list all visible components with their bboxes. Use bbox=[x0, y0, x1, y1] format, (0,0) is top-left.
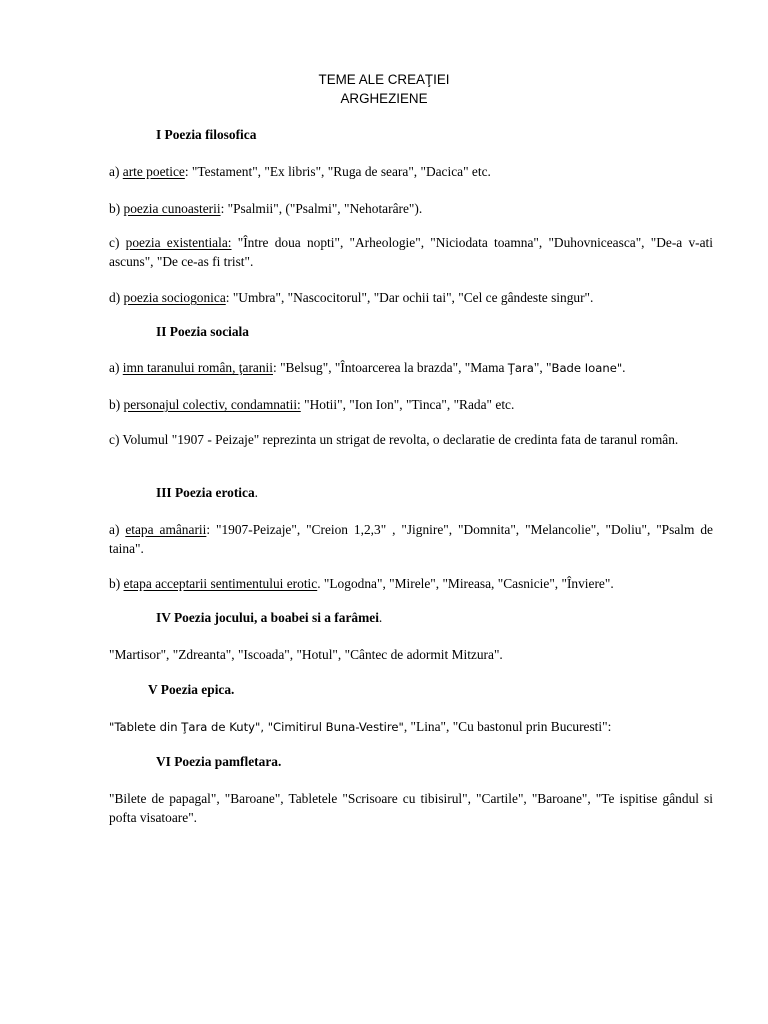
item-1b-term: poezia cunoasterii bbox=[123, 201, 221, 216]
item-2a-mid: ", " bbox=[533, 360, 552, 375]
section-heading-3 bbox=[156, 485, 258, 501]
item-2a-end: . bbox=[622, 360, 626, 375]
item-1a-prefix: a) bbox=[109, 164, 123, 179]
section-heading-4-text: IV Poezia jocului, a boabei si a farâmei bbox=[156, 610, 379, 625]
item-5-special: "Tablete din Ţara de Kuty", "Cimitirul Buna-Vestire" bbox=[109, 720, 404, 734]
item-1c-term: poezia existentiala: bbox=[125, 235, 232, 250]
item-5-text: , "Lina", "Cu bastonul prin Bucuresti": bbox=[403, 719, 612, 734]
item-3a bbox=[109, 520, 713, 558]
section-heading-3-dot: . bbox=[254, 485, 259, 500]
item-2a-term: imn taranului român, ţaranii bbox=[122, 360, 273, 375]
section-heading-5: V Poezia epica. bbox=[148, 682, 235, 697]
section-heading-3-text: III Poezia erotica bbox=[156, 485, 255, 500]
item-3a-prefix: a) bbox=[109, 522, 126, 537]
item-3a-term: etapa amânarii bbox=[125, 522, 207, 537]
item-4: "Martisor", "Zdreanta", "Iscoada", "Hotul", "Cântec de adormit Mitzura". bbox=[109, 647, 503, 662]
item-1b-text: : "Psalmii", ("Psalmi", "Nehotarâre"). bbox=[220, 201, 423, 216]
item-2b-prefix: b) bbox=[109, 397, 124, 412]
item-1c-text: "Între doua nopti", "Arheologie", "Niciodata toamna", "Duhovniceasca", "De-a v-ati ascuns", "De ce-as fi trist". bbox=[109, 235, 713, 269]
item-1a-term: arte poetice bbox=[122, 164, 185, 179]
section-heading-4-dot: . bbox=[378, 610, 383, 625]
item-3a-text: : "1907-Peizaje", "Creion 1,2,3" , "Jignire", "Domnita", "Melancolie", "Doliu", "Psalm de taina". bbox=[109, 522, 713, 556]
item-1d-term: poezia sociogonica bbox=[123, 290, 226, 305]
item-1d-prefix: d) bbox=[109, 290, 124, 305]
item-2a-special-2: Bade Ioane" bbox=[551, 361, 623, 375]
section-heading-2: II Poezia sociala bbox=[156, 324, 249, 339]
item-2a-special-1: Ţara bbox=[507, 361, 534, 375]
document-title-line1: TEME ALE CREAŢIEI bbox=[318, 72, 450, 87]
item-1c bbox=[109, 233, 713, 271]
item-2b-term: personajul colectiv, condamnatii: bbox=[123, 397, 301, 412]
item-3b-term: etapa acceptarii sentimentului erotic bbox=[123, 576, 318, 591]
item-1c-prefix: c) bbox=[109, 235, 126, 250]
item-2c: c) Volumul "1907 - Peizaje" reprezinta un strigat de revolta, o declaratie de credinta fata de taranul român. bbox=[109, 432, 679, 447]
item-3b bbox=[109, 574, 713, 593]
section-heading-1: I Poezia filosofica bbox=[156, 127, 257, 142]
section-heading-6: VI Poezia pamfletara. bbox=[156, 754, 282, 769]
item-2a bbox=[109, 358, 713, 378]
item-2b-text: "Hotii", "Ion Ion", "Tinca", "Rada" etc. bbox=[300, 397, 515, 412]
item-5 bbox=[109, 717, 713, 737]
item-2a-prefix: a) bbox=[109, 360, 123, 375]
section-heading-4 bbox=[156, 610, 382, 626]
item-1d bbox=[109, 288, 713, 307]
item-1b bbox=[109, 199, 713, 218]
item-1a bbox=[109, 162, 713, 181]
item-2a-text: : "Belsug", "Întoarcerea la brazda", "Mama bbox=[273, 360, 508, 375]
document-title-line2: ARGHEZIENE bbox=[340, 91, 428, 106]
item-1b-prefix: b) bbox=[109, 201, 124, 216]
item-1a-text: : "Testament", "Ex libris", "Ruga de seara", "Dacica" etc. bbox=[184, 164, 491, 179]
item-6: "Bilete de papagal", "Baroane", Tabletele "Scrisoare cu tibisirul", "Cartile", "Baroane", "Te ispitise gândul si pofta visatoare". bbox=[109, 791, 713, 825]
item-3b-text: . "Logodna", "Mirele", "Mireasa, "Casnicie", "Înviere". bbox=[317, 576, 614, 591]
item-1d-text: : "Umbra", "Nascocitorul", "Dar ochii tai", "Cel ce gândeste singur". bbox=[225, 290, 594, 305]
item-2b bbox=[109, 395, 713, 414]
item-3b-prefix: b) bbox=[109, 576, 124, 591]
